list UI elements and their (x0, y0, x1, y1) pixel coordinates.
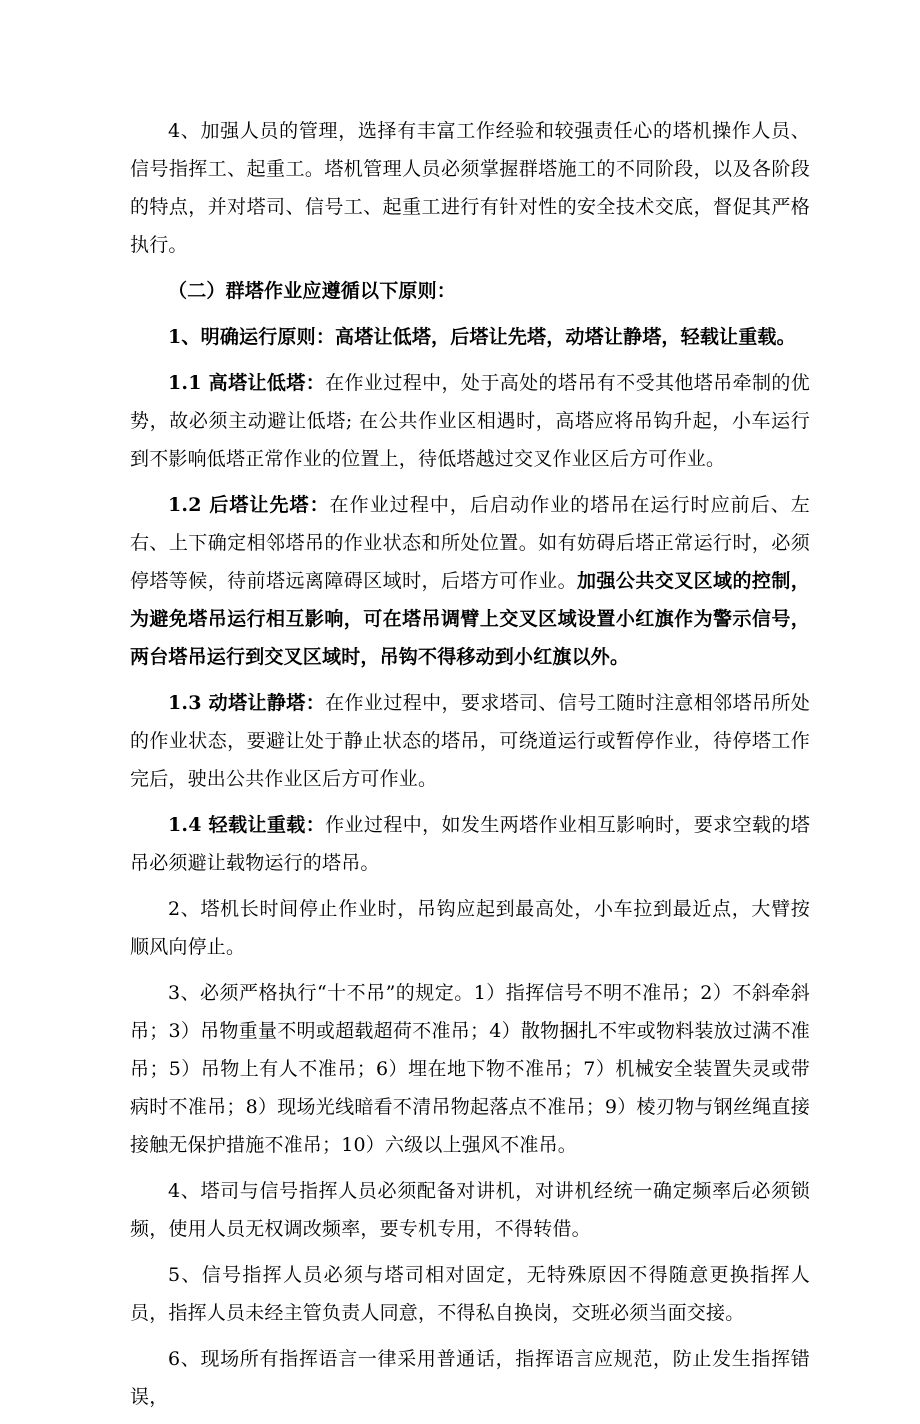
bold-text: 1、明确运行原则：高塔让低塔，后塔让先塔，动塔让静塔，轻载让重载。 (168, 326, 796, 348)
subheading-text: 1.3 动塔让静塔： (168, 692, 326, 714)
subheading-text: 1.1 高塔让低塔： (168, 372, 326, 394)
section-heading-principles (130, 272, 810, 310)
heading-text: （二）群塔作业应遵循以下原则： (168, 280, 457, 302)
paragraph-text: 4、塔司与信号指挥人员必须配备对讲机，对讲机经统一确定频率后必须锁频，使用人员无权调改频率，要专机专用，不得转借。 (130, 1180, 810, 1240)
paragraph-personnel-management (130, 112, 810, 264)
paragraph-text: 在作业过程中，处于高处的塔吊有不受其他塔吊牵制的优势，故必须主动避让低塔; 在公共作业区相遇时，高塔应将吊钩升起，小车运行到不影响低塔正常作业的位置上，待低塔越过交叉作业区后方可作业。 (130, 372, 810, 470)
paragraph-long-stop (130, 890, 810, 966)
paragraph-text: 在作业过程中，要求塔司、信号工随时注意相邻塔吊所处的作业状态，要避让处于静止状态的塔吊，可绕道运行或暂停作业，待停塔工作完后，驶出公共作业区后方可作业。 (130, 692, 810, 790)
paragraph-signal-personnel (130, 1256, 810, 1332)
subheading-text: 1.2 后塔让先塔： (168, 494, 330, 516)
paragraph-ten-no-lift (130, 974, 810, 1164)
subheading-text: 1.4 轻载让重载： (168, 814, 326, 836)
paragraph-text: 在作业过程中，后启动作业的塔吊在运行时应前后、左右、上下确定相邻塔吊的作业状态和所处位置。如有妨碍后塔正常运行时，必须停塔等候，待前塔远离障碍区域时，后塔方可作业。 (130, 494, 810, 592)
bold-text: 加强公共交叉区域的控制，为避免塔吊运行相互影响，可在塔吊调臂上交叉区域设置小红旗作为警示信号，两台塔吊运行到交叉区域时，吊钩不得移动到小红旗以外。 (130, 570, 810, 668)
paragraph-text: 2、塔机长时间停止作业时，吊钩应起到最高处，小车拉到最近点，大臂按顺风向停止。 (130, 898, 810, 958)
paragraph-text: 作业过程中，如发生两塔作业相互影响时，要求空载的塔吊必须避让载物运行的塔吊。 (130, 814, 810, 874)
paragraph-text: 6、现场所有指挥语言一律采用普通话，指挥语言应规范，防止发生指挥错误， (130, 1348, 810, 1408)
paragraph-text: 4、加强人员的管理，选择有丰富工作经验和较强责任心的塔机操作人员、信号指挥工、起重工。塔机管理人员必须掌握群塔施工的不同阶段，以及各阶段的特点，并对塔司、信号工、起重工进行有针对性的安全技术交底，督促其严格执行。 (130, 120, 810, 256)
paragraph-command-language (130, 1340, 810, 1416)
paragraph-text: 5、信号指挥人员必须与塔司相对固定，无特殊原因不得随意更换指挥人员，指挥人员未经主管负责人同意，不得私自换岗，交班必须当面交接。 (130, 1264, 810, 1324)
document-body (130, 112, 810, 1424)
paragraph-moving-yields-static (130, 684, 810, 798)
paragraph-walkie-talkie (130, 1172, 810, 1248)
paragraph-operation-principle (130, 318, 810, 356)
paragraph-light-yields-heavy (130, 806, 810, 882)
paragraph-high-yields-low (130, 364, 810, 478)
paragraph-later-yields-earlier (130, 486, 810, 676)
paragraph-text: 3、必须严格执行“十不吊”的规定。1）指挥信号不明不准吊；2）不斜牵斜吊；3）吊物重量不明或超载超荷不准吊；4）散物捆扎不牢或物料装放过满不准吊；5）吊物上有人不准吊；6）埋在地下物不准吊；7）机械安全装置失灵或带病时不准吊；8）现场光线暗看不清吊物起落点不准吊；9）棱刃物与钢丝绳直接接触无保护措施不准吊；10）六级以上强风不准吊。 (130, 982, 810, 1156)
